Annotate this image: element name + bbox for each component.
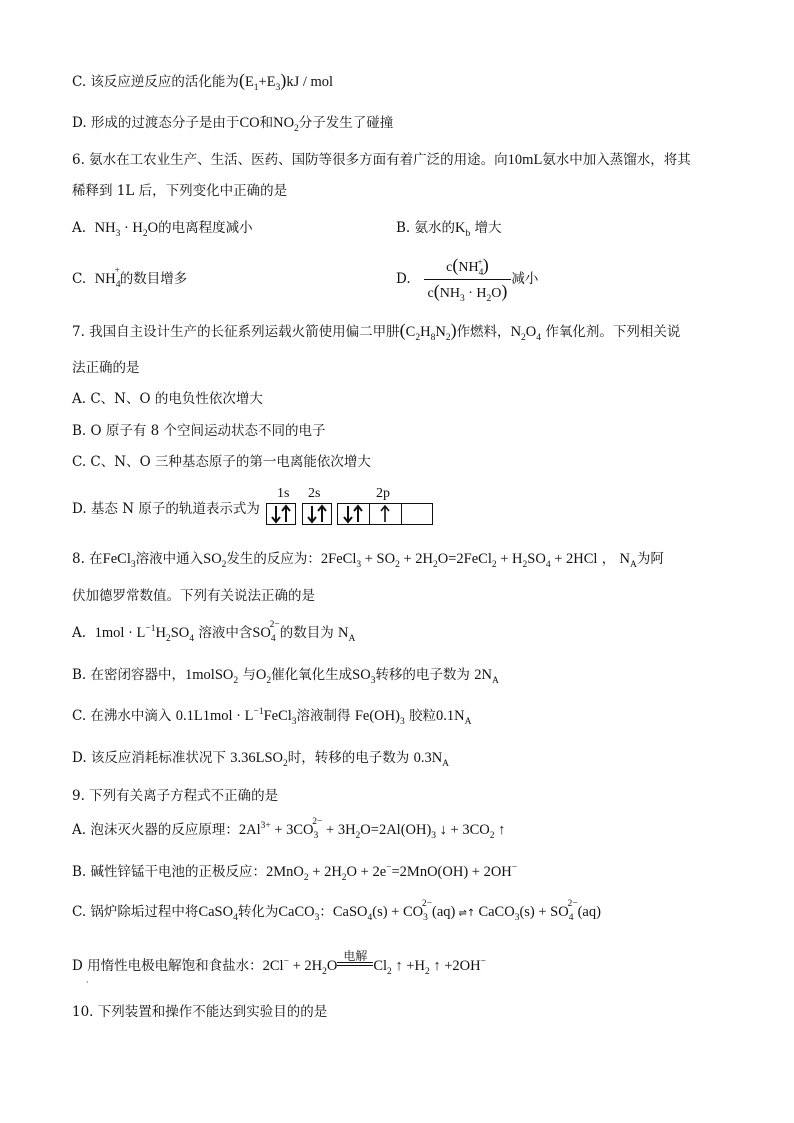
orbital-cell-2s	[303, 504, 331, 524]
q7-stem-line1: 7. 我国自主设计生产的长征系列运载火箭使用偏二甲肼$(C_2H_8N_2)$作燃料，$N_2O_4$ 作氧化剂。下列相关说	[72, 320, 681, 343]
q8-stem-line1: 8. 在FeCl$_3$溶液中通入$SO_2$发生的反应为：2FeCl$_3$ + $SO_2$ + $2H_2O=2FeCl_2 + H_2SO_4 + 2HCl$ ， $N_A$为阿	[72, 551, 664, 570]
q8-b-label: B. 在密闭容器中，	[72, 667, 186, 683]
q9-c-mid: 转化为	[237, 904, 279, 920]
option-c-unit: kJ / mol	[286, 74, 334, 90]
q8-stem-line2: 伏加德罗常数值。下列有关说法正确的是	[72, 588, 315, 604]
q6-d-label: D.	[396, 271, 411, 287]
option-d-mid: 和	[259, 115, 274, 131]
paired-arrows-icon	[338, 504, 368, 524]
orbital-cell-2p-3	[402, 504, 432, 524]
orbital-cell-2p-2	[370, 504, 402, 524]
q8-text-b: 溶液中通入	[135, 551, 204, 567]
q8-option-b: B. 在密闭容器中，1molSO$_2$ 与$O_2$催化氧化生成$SO_3$转移的电子数为 $2N_A$	[72, 667, 499, 686]
q6-option-b: B. 氨水的$K_b$ 增大	[396, 220, 502, 239]
orbital-label-1s: 1s	[277, 486, 290, 501]
q8-c-label: C. 在沸水中滴入	[72, 708, 172, 724]
q6-c-label: C.	[72, 271, 87, 287]
option-c-lead: C. 该反应逆反应的活化能为	[72, 74, 239, 90]
up-arrow-icon	[370, 504, 400, 524]
orbital-box-2p	[337, 503, 433, 525]
q7-option-b: B. O 原子有 8 个空间运动状态不同的电子	[72, 423, 326, 439]
q6-option-d	[396, 256, 538, 303]
q8-a-mid: 溶液中含	[198, 625, 253, 641]
q7-text-b: 作燃料，	[456, 324, 511, 340]
q8-a-tail: 的数目为	[279, 625, 334, 641]
q7-stem-line2: 法正确的是	[72, 360, 140, 376]
q6-text: 6. 氨水在工农业生产、生活、医药、国防等很多方面有着广泛的用途。向	[72, 152, 508, 168]
q7-option-d: D. 基态 N 原子的轨道表示式为	[72, 501, 260, 517]
orbital-label-2p: 2p	[376, 486, 390, 501]
q8-option-a: A. $1mol \cdot L^{-1}H_2SO_4$ 溶液中含$SO_4^{2-}$的数目为 $N_A$	[72, 620, 356, 644]
q6-a-tail: 的电离程度减小	[158, 220, 253, 236]
q8-text-c: 发生的反应为：	[226, 551, 321, 567]
q9-option-c: C. 锅炉除垢过程中将CaSO$_4$转化为CaCO$_3$：CaSO$_4$(s) + $CO_3^{2-}(aq)$ ⇌↑ CaCO$_3$(s) + $SO_4^{2-}(aq)$	[72, 899, 601, 923]
q8-text-d: 为阿	[636, 551, 664, 567]
q8-text-a: 8. 在	[72, 551, 103, 567]
q8-b-tail: 转移的电子数为	[375, 667, 470, 683]
option-c-prev: C. 该反应逆反应的活化能为$(E_1+E_3)kJ$ / mol	[72, 70, 334, 93]
paired-arrows-icon	[267, 504, 295, 524]
q8-d-label: D. 该反应消耗标准状况下	[72, 750, 226, 766]
paired-arrows-icon	[303, 504, 331, 524]
q9-a-label: A. 泡沫灭火器的反应原理：	[72, 822, 239, 838]
q6-d-fraction: $\frac{c(NH_4^+)}{c(NH_3 \cdot H_2O)}$	[424, 256, 512, 303]
orbital-cell-2p-1	[338, 504, 370, 524]
electrolysis-label: 电解	[343, 948, 368, 963]
q8-b-mid: 与	[242, 667, 256, 683]
q6-stem-line1	[72, 150, 691, 170]
orbital-box-1s	[266, 503, 296, 525]
q6-option-a: A. $NH_3 \cdot H_2O$的电离程度减小	[72, 220, 253, 239]
q7-text-c: 作氧化剂。下列相关说	[545, 324, 681, 340]
orbital-box-2s	[302, 503, 332, 525]
q6-c-tail: 的数目增多	[119, 271, 188, 287]
q6-b-label: B. 氨水的	[396, 220, 456, 236]
q8-b-mid2: 催化氧化生成	[271, 667, 353, 683]
q6-stem-line2: 稀释到 1L 后，下列变化中正确的是	[72, 183, 288, 199]
q8-d-mid: 时，转移的电子数为	[287, 750, 410, 766]
q9-option-b: B. 碱性锌锰干电池的正极反应：$2MnO_2 + 2H_2O + 2e^-=2MnO(OH) + 2OH^-$	[72, 863, 518, 883]
q7-text-a: 7. 我国自主设计生产的长征系列运载火箭使用偏二甲肼	[72, 324, 400, 340]
q6-d-tail: 减小	[511, 271, 539, 287]
q6-option-c: C. $NH_4^+$的数目增多	[72, 266, 188, 290]
q9-b-label: B. 碱性锌锰干电池的正极反应：	[72, 864, 267, 880]
option-d-prev: D. 形成的过渡态分子是由于CO和$NO_2$分子发生了碰撞	[72, 115, 394, 134]
orbital-cell-1s	[267, 504, 295, 524]
q6-text-b: 氨水中加入蒸馏水，将其	[542, 152, 691, 168]
q9-c-label: C. 锅炉除垢过程中将	[72, 904, 199, 920]
option-d-lead: D. 形成的过渡态分子是由于	[72, 115, 240, 131]
q9-d-label: D 用惰性电极电解饱和食盐水：	[72, 958, 263, 974]
q7-option-a: A. C、N、O 的电负性依次增大	[72, 391, 263, 407]
q9-option-d: D 用惰性电极电解饱和食盐水：$2Cl^- + 2H_2O$ 电解 $Cl_2$ ↑ $+H_2$ ↑ +2OH−	[72, 948, 486, 977]
q8-a-label: A.	[72, 625, 87, 641]
q8-c-tail: 胶粒	[408, 708, 436, 724]
q8-option-c: C. 在沸水中滴入 $0.1L1mol \cdot L^{-1}FeCl_3$溶液制得 $Fe(OH)_3$ 胶粒$0.1N_A$	[72, 707, 472, 727]
q10-stem: 10. 下列装置和操作不能达到实验目的的是	[72, 1004, 328, 1020]
q6-b-tail: 增大	[474, 220, 502, 236]
q7-option-c: C. C、N、O 三种基态原子的第一电离能依次增大	[72, 454, 371, 470]
q8-c-mid: 溶液制得	[296, 708, 351, 724]
stray-mark: ·	[86, 978, 89, 987]
orbital-label-2s: 2s	[308, 486, 321, 501]
q6-a-label: A.	[72, 220, 87, 236]
q8-option-d: D. 该反应消耗标准状况下 $3.36LSO_2$时，转移的电子数为 $0.3N_A$	[72, 750, 450, 769]
q9-stem: 9. 下列有关离子方程式不正确的是	[72, 788, 279, 804]
q9-option-a: A. 泡沫灭火器的反应原理：$2Al^{3+} + 3CO_3^{2-} + 3H_2O=2Al(OH)_3$ ↓ + $3CO_2$ ↑	[72, 817, 506, 841]
electrolysis-condition	[337, 948, 373, 975]
equilibrium-arrow-icon: ⇌↑	[455, 908, 479, 919]
q6-volume: 10mL	[507, 152, 543, 168]
option-d-tail: 分子发生了碰撞	[298, 115, 394, 131]
